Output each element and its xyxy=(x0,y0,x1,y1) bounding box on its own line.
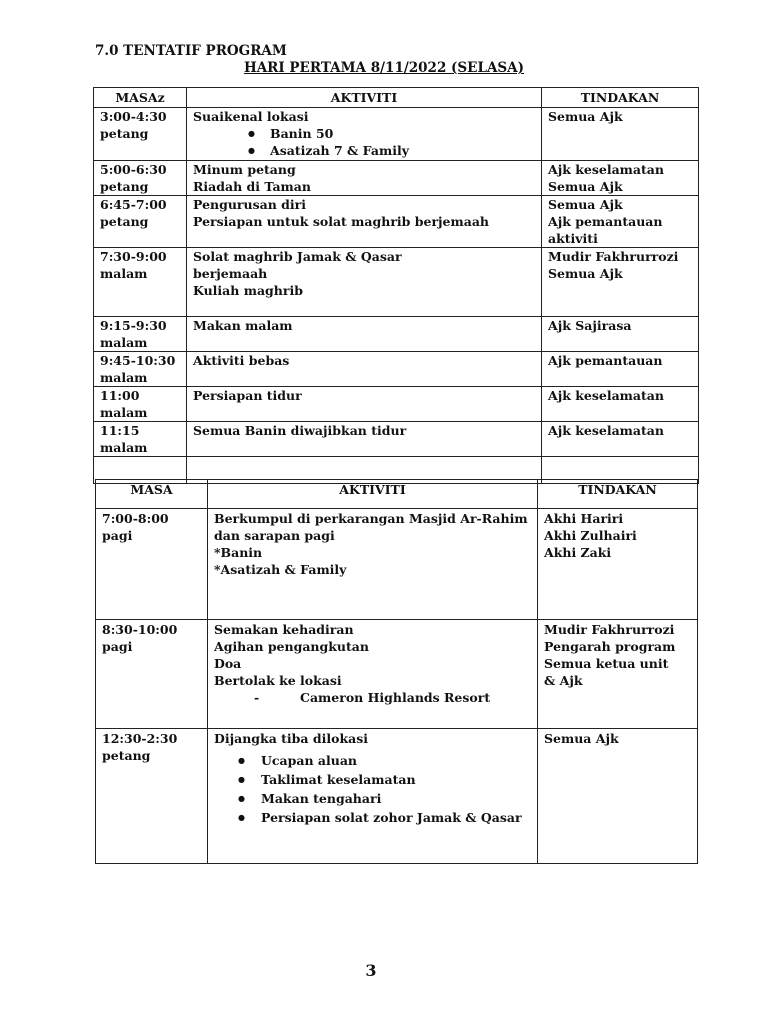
action-cell: Ajk keselamatan Semua Ajk xyxy=(542,161,699,196)
bullet-list xyxy=(193,125,535,159)
table-row xyxy=(96,620,698,729)
action-cell: Ajk keselamatan xyxy=(542,387,699,422)
list-item: ● Makan tengahari xyxy=(214,790,531,807)
section-heading: 7.0 TENTATIF PROGRAM xyxy=(95,43,287,59)
table-row xyxy=(96,729,698,864)
activity-cell: Semakan kehadiran Agihan pengangkutan Doa Bertolak ke lokasi - Cameron Highlands Resort xyxy=(208,620,538,729)
activity-cell: Minum petang Riadah di Taman xyxy=(187,161,542,196)
header-tindakan: TINDAKAN xyxy=(542,88,699,108)
table-row xyxy=(94,161,699,196)
time-cell: 8:30-10:00 pagi xyxy=(96,620,208,729)
activity-cell: Pengurusan diri Persiapan untuk solat maghrib berjemaah xyxy=(187,196,542,248)
action-cell: Ajk pemantauan xyxy=(542,352,699,387)
header-aktiviti: AKTIVITI xyxy=(187,88,542,108)
action-cell: Ajk Sajirasa xyxy=(542,317,699,352)
list-item: ● Asatizah 7 & Family xyxy=(193,142,535,159)
activity-cell: Semua Banin diwajibkan tidur xyxy=(187,422,542,457)
action-cell: Semua Ajk xyxy=(538,729,698,864)
activity-cell: Suaikenal lokasi ● Banin 50 ● Asatizah 7 & Family xyxy=(187,108,542,161)
time-cell: 3:00-4:30 petang xyxy=(94,108,187,161)
time-cell: 7:00-8:00 pagi xyxy=(96,509,208,620)
activity-cell: Dijangka tiba dilokasi ● Ucapan aluan ● Taklimat keselamatan ● Makan tengahari ● Persiapan solat zohor Jamak & Qasar xyxy=(208,729,538,864)
table-row xyxy=(94,387,699,422)
schedule-table-day2 xyxy=(95,479,698,864)
list-item: ● Banin 50 xyxy=(193,125,535,142)
header-tindakan: TINDAKAN xyxy=(538,480,698,509)
list-item: ● Taklimat keselamatan xyxy=(214,771,531,788)
table-row xyxy=(94,317,699,352)
activity-cell: Persiapan tidur xyxy=(187,387,542,422)
table-row xyxy=(94,422,699,457)
time-cell: 12:30-2:30 petang xyxy=(96,729,208,864)
action-cell: Mudir Fakhrurrozi Semua Ajk xyxy=(542,248,699,317)
table-row xyxy=(94,352,699,387)
list-item: ● Ucapan aluan xyxy=(214,752,531,769)
activity-cell: Aktiviti bebas xyxy=(187,352,542,387)
activity-cell: Berkumpul di perkarangan Masjid Ar-Rahim dan sarapan pagi *Banin *Asatizah & Family xyxy=(208,509,538,620)
time-cell: 11:00 malam xyxy=(94,387,187,422)
action-cell: Mudir Fakhrurrozi Pengarah program Semua ketua unit & Ajk xyxy=(538,620,698,729)
header-masa: MASA xyxy=(96,480,208,509)
header-masa: MASAz xyxy=(94,88,187,108)
time-cell: 9:45-10:30 malam xyxy=(94,352,187,387)
action-cell: Semua Ajk xyxy=(542,108,699,161)
activity-cell: Makan malam xyxy=(187,317,542,352)
table-row xyxy=(94,196,699,248)
page-number: 3 xyxy=(365,961,377,980)
table-row xyxy=(94,108,699,161)
action-cell: Ajk keselamatan xyxy=(542,422,699,457)
action-cell: Semua Ajk Ajk pemantauan aktiviti xyxy=(542,196,699,248)
action-cell: Akhi Hariri Akhi Zulhairi Akhi Zaki xyxy=(538,509,698,620)
dash-item: - Cameron Highlands Resort xyxy=(254,690,491,705)
activity-cell: Solat maghrib Jamak & Qasar berjemaah Kuliah maghrib xyxy=(187,248,542,317)
time-cell: 6:45-7:00 petang xyxy=(94,196,187,248)
day-heading: HARI PERTAMA 8/11/2022 (SELASA) xyxy=(243,60,525,76)
time-cell: 7:30-9:00 malam xyxy=(94,248,187,317)
table-row xyxy=(94,248,699,317)
header-aktiviti: AKTIVITI xyxy=(208,480,538,509)
time-cell: 9:15-9:30 malam xyxy=(94,317,187,352)
time-cell: 11:15 malam xyxy=(94,422,187,457)
schedule-table-day1 xyxy=(93,87,699,484)
time-cell: 5:00-6:30 petang xyxy=(94,161,187,196)
list-item: ● Persiapan solat zohor Jamak & Qasar xyxy=(214,809,531,826)
table-row xyxy=(96,509,698,620)
bullet-list xyxy=(214,752,531,826)
